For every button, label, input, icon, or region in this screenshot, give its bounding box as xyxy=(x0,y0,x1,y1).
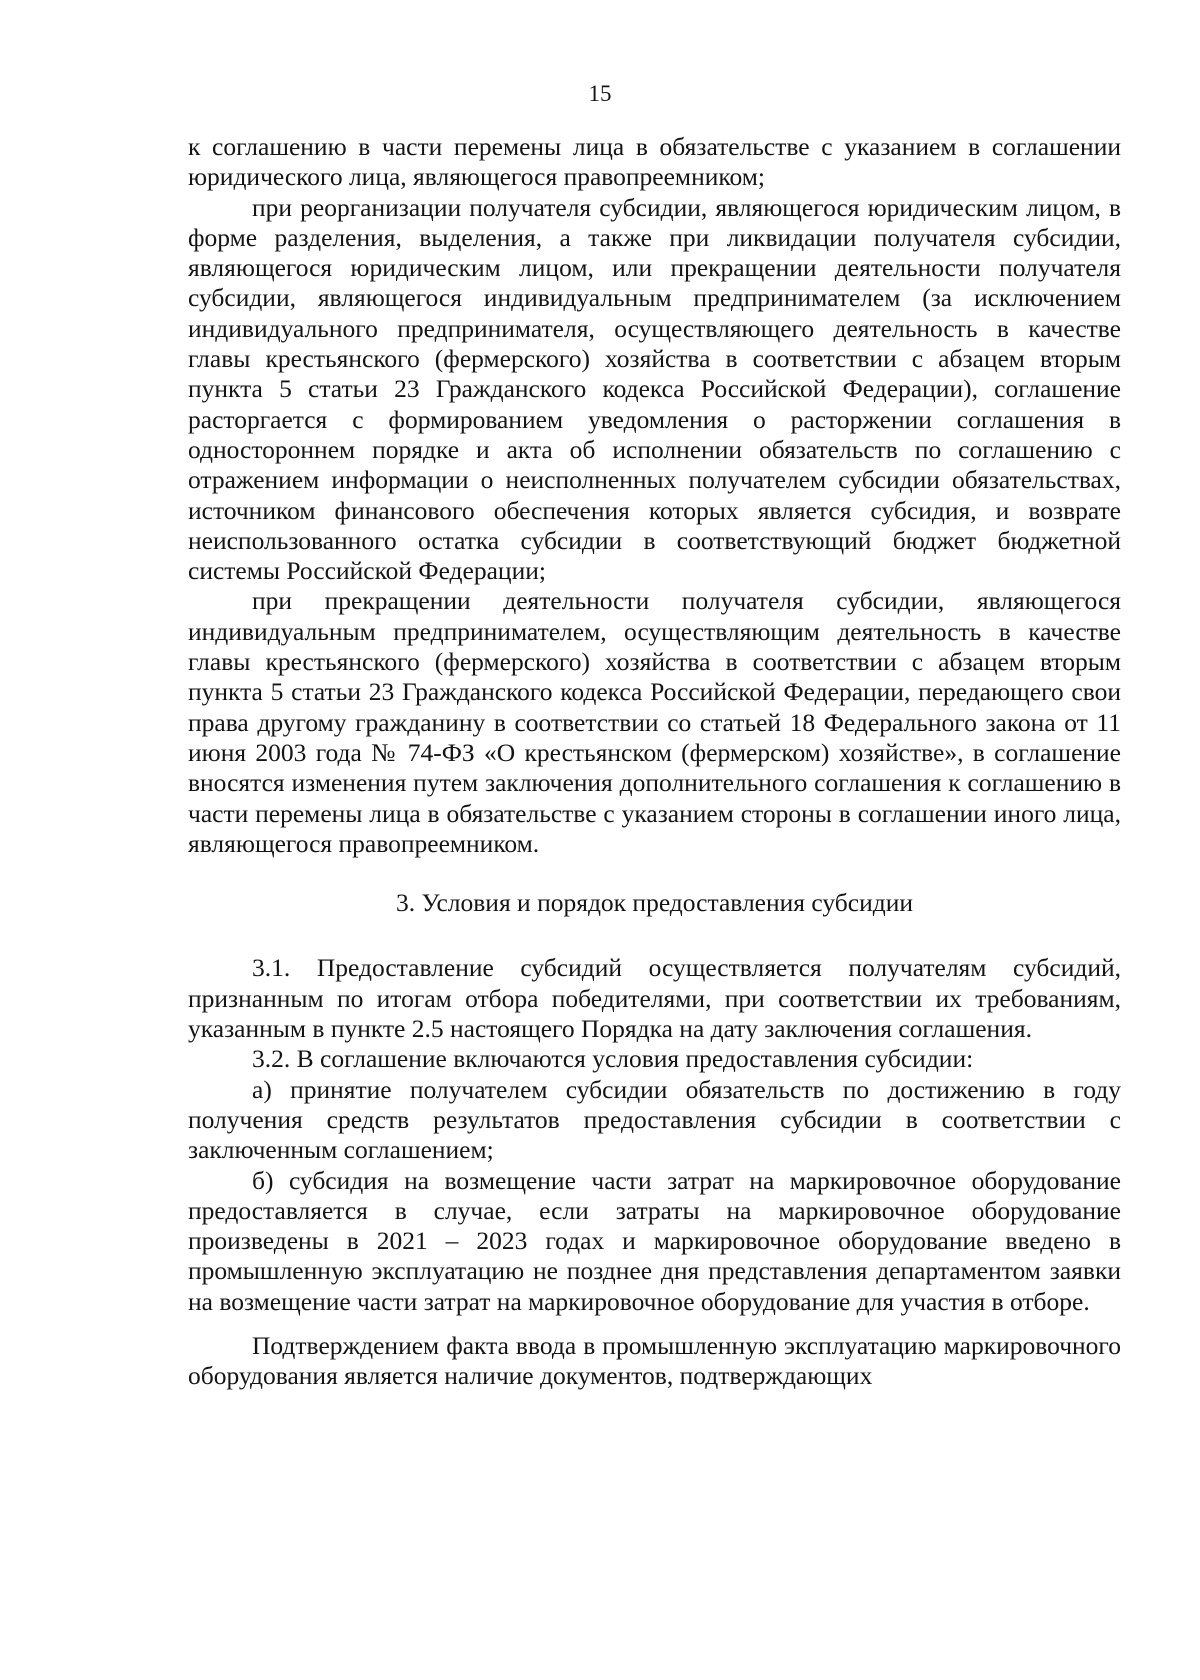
paragraph-3-2-a: а) принятие получателем субсидии обязательств по достижению в году получения средств результатов предоставления субсидии в соответствии с заключенным соглашением; xyxy=(188,1074,1121,1165)
paragraph-confirmation: Подтверждением факта ввода в промышленную эксплуатацию маркировочного оборудования является наличие документов, подтверждающих xyxy=(188,1330,1121,1391)
section-heading: 3. Условия и порядок предоставления субсидии xyxy=(395,888,914,918)
paragraph-farm-termination: при прекращении деятельности получателя субсидии, являющегося индивидуальным предпринимателем, осуществляющим деятельность в качестве главы крестьянского (фермерского) хозяйства в соответствии с абзацем вторым пункта 5 статьи 23 Гражданского кодекса Российской Федерации, передающего свои права другому гражданину в соответствии со статьей 18 Федерального закона от 11 июня 2003 года № 74-ФЗ «О крестьянском (фермерском) хозяйстве», в соглашение вносятся изменения путем заключения дополнительного соглашения к соглашению в части перемены лица в обязательстве с указанием стороны в соглашении иного лица, являющегося правопреемником. xyxy=(188,586,1121,858)
paragraph-3-1: 3.1. Предоставление субсидий осуществляется получателям субсидий, признанным по итогам отбора победителями, при соответствии их требованиям, указанным в пункте 2.5 настоящего Порядка на дату заключения соглашения. xyxy=(188,953,1121,1044)
page-number: 15 xyxy=(588,81,612,106)
paragraph-reorganization: при реорганизации получателя субсидии, являющегося юридическим лицом, в форме разделения, выделения, а также при ликвидации получателя субсидии, являющегося юридическим лицом, или прекращении деятельности получателя субсидии, являющегося индивидуальным предпринимателем (за исключением индивидуального предпринимателя, осуществляющего деятельность в качестве главы крестьянского (фермерского) хозяйства в соответствии с абзацем вторым пункта 5 статьи 23 Гражданского кодекса Российской Федерации), соглашение расторгается с формированием уведомления о расторжении соглашения в одностороннем порядке и акта об исполнении обязательств по соглашению с отражением информации о неисполненных получателем субсидии обязательствах, источником финансового обеспечения которых является субсидия, и возврате неиспользованного остатка субсидии в соответствующий бюджет бюджетной системы Российской Федерации; xyxy=(188,192,1121,586)
paragraph-3-2: 3.2. В соглашение включаются условия предоставления субсидии: xyxy=(252,1044,974,1074)
paragraph-3-2-b: б) субсидия на возмещение части затрат на маркировочное оборудование предоставляется в случае, если затраты на маркировочное оборудование произведены в 2021 – 2023 годах и маркировочное оборудование введено в промышленную эксплуатацию не позднее дня представления департаментом заявки на возмещение части затрат на маркировочное оборудование для участия в отборе. xyxy=(188,1165,1121,1316)
paragraph-continuation: к соглашению в части перемены лица в обязательстве с указанием в соглашении юридического лица, являющегося правопреемником; xyxy=(188,132,1121,192)
document-body xyxy=(188,132,1121,1392)
